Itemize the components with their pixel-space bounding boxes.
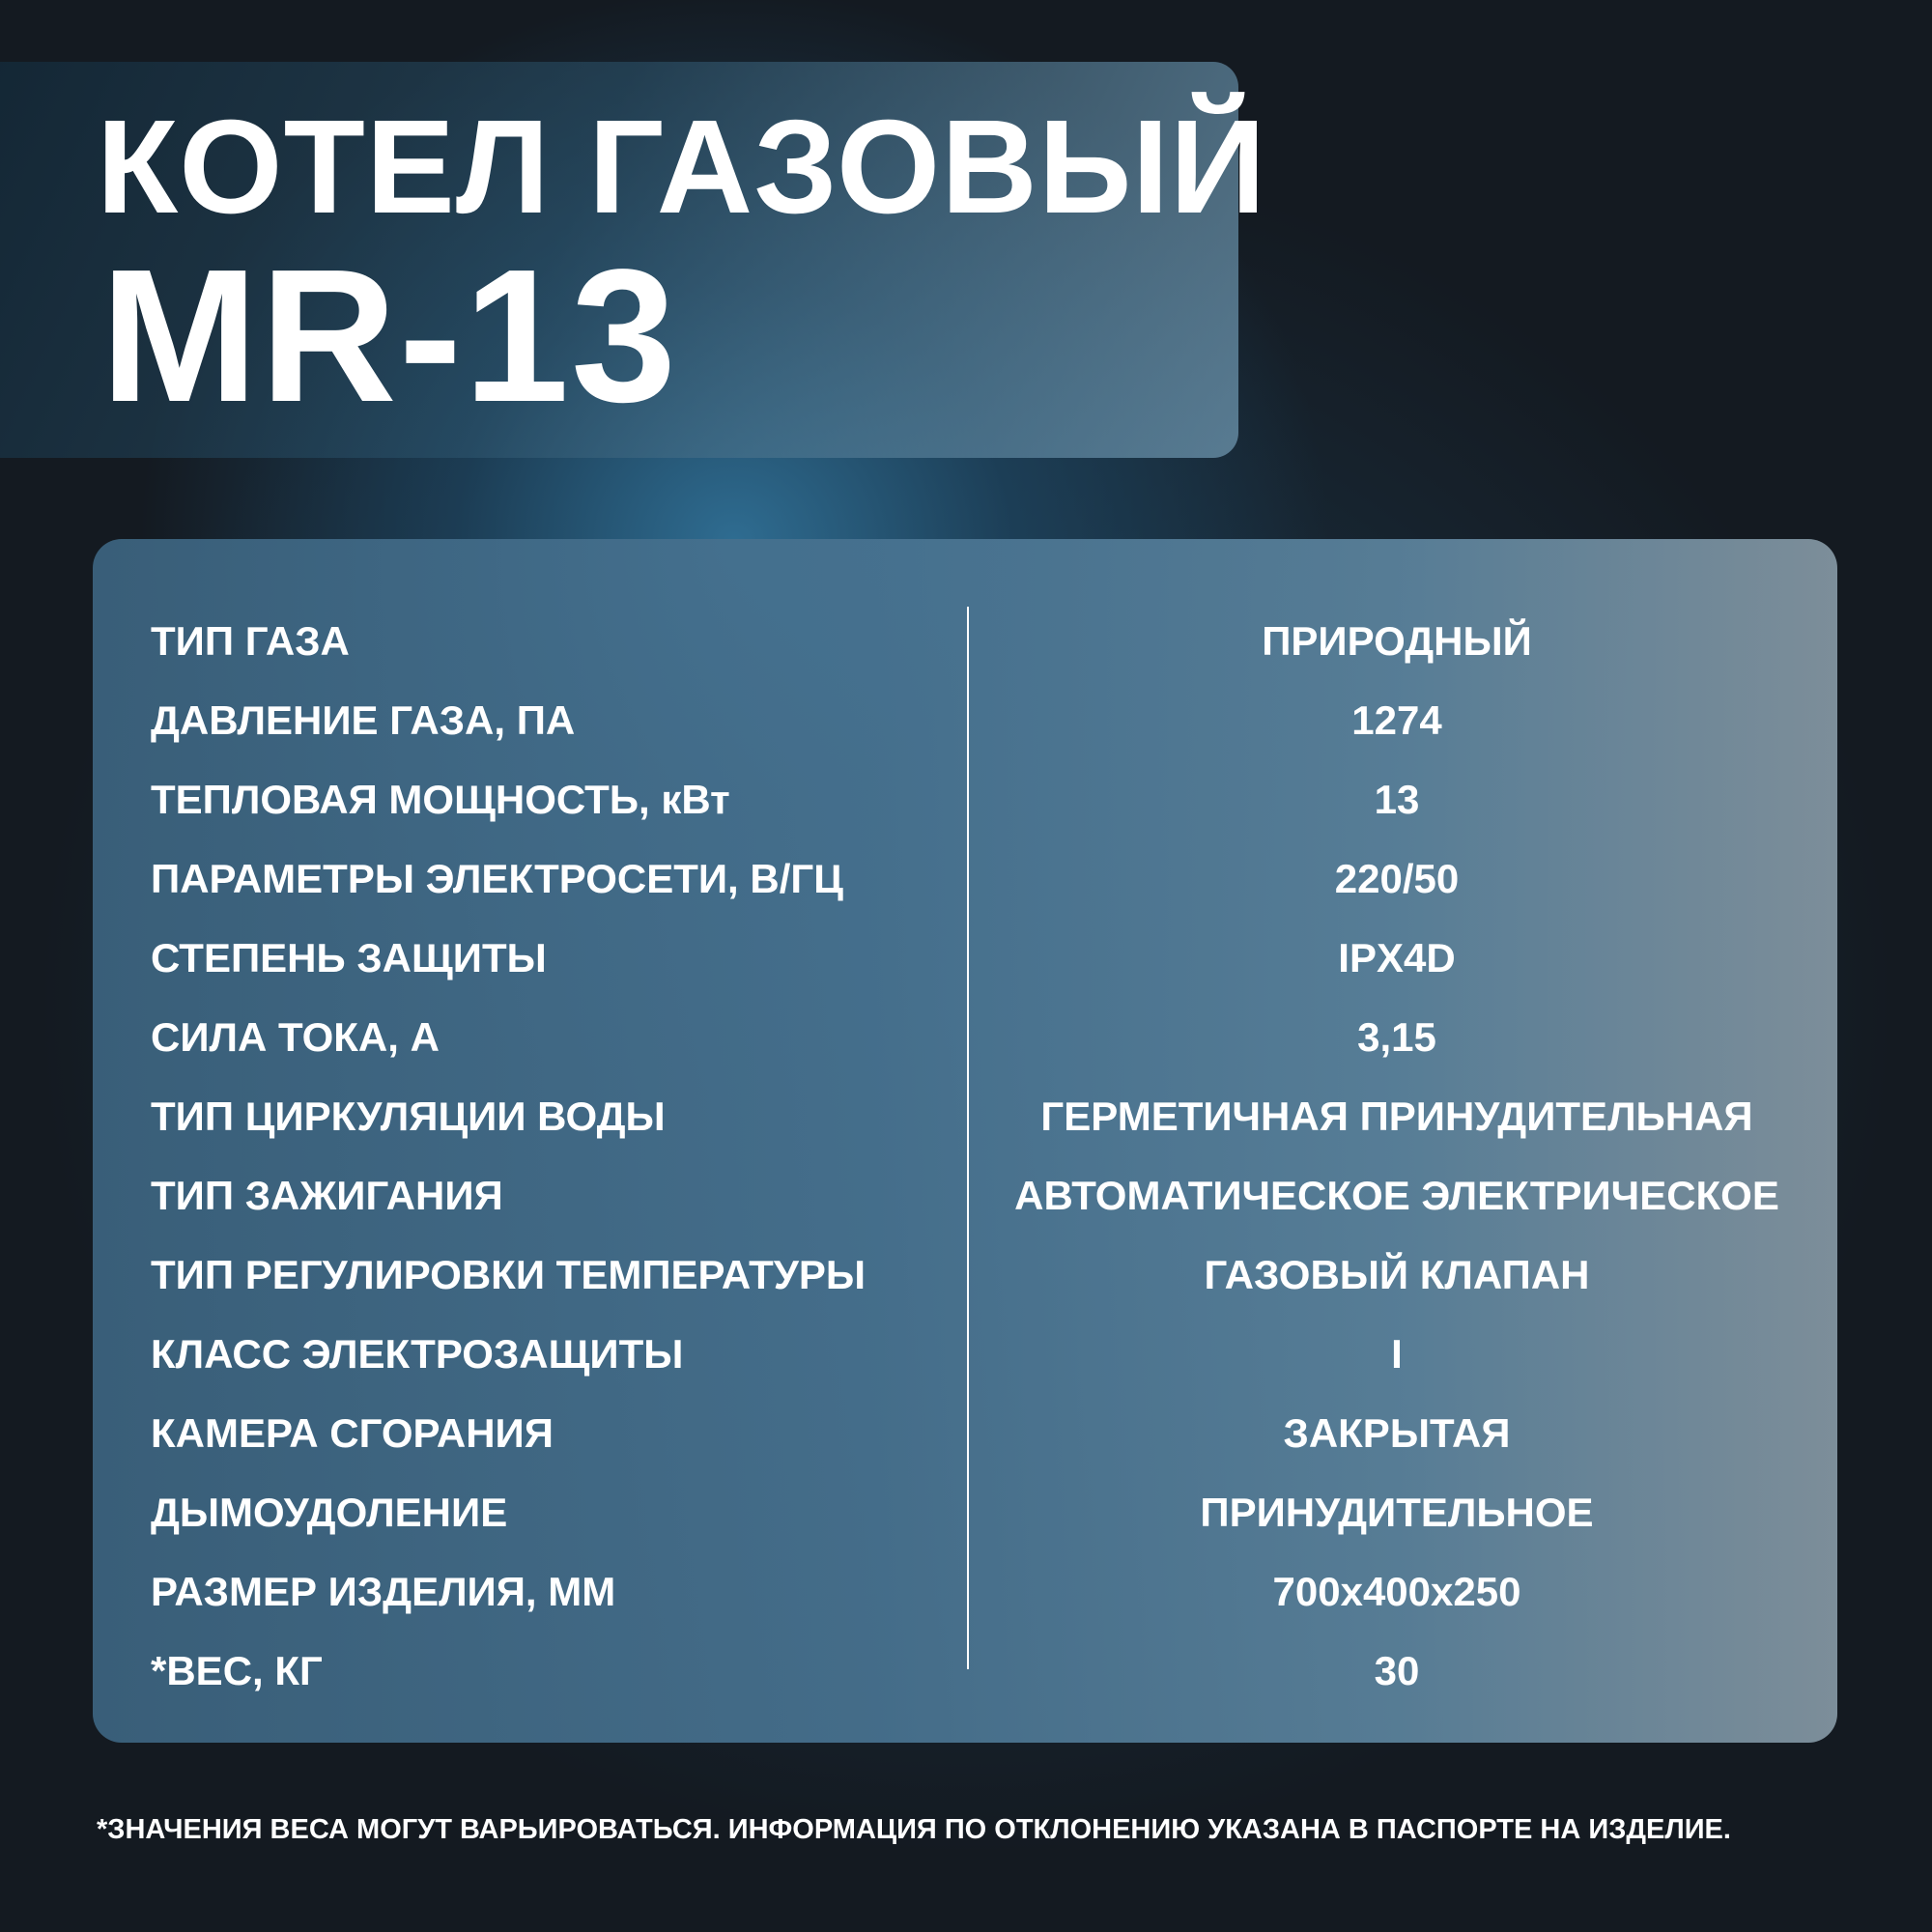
spec-row	[93, 771, 1837, 829]
spec-row	[93, 1325, 1837, 1383]
product-model: MR-13	[100, 230, 679, 441]
spec-row	[93, 692, 1837, 750]
spec-label: *ВЕС, КГ	[151, 1648, 323, 1693]
spec-row	[93, 1642, 1837, 1700]
spec-row	[93, 612, 1837, 670]
spec-label: СТЕПЕНЬ ЗАЩИТЫ	[151, 935, 547, 980]
spec-row	[93, 1405, 1837, 1463]
spec-row	[93, 1246, 1837, 1304]
spec-label: РАЗМЕР ИЗДЕЛИЯ, ММ	[151, 1569, 616, 1614]
spec-label: КЛАСС ЭЛЕКТРОЗАЩИТЫ	[151, 1331, 684, 1377]
weight-footnote: *ЗНАЧЕНИЯ ВЕСА МОГУТ ВАРЬИРОВАТЬСЯ. ИНФОРМАЦИЯ ПО ОТКЛОНЕНИЮ УКАЗАНА В ПАСПОРТЕ НА ИЗДЕЛИЕ.	[97, 1814, 1731, 1845]
spec-row	[93, 1009, 1837, 1066]
spec-label: ТИП ГАЗА	[151, 618, 350, 664]
spec-label: ТИП ЗАЖИГАНИЯ	[151, 1173, 503, 1218]
spec-value: IPX4D	[1338, 935, 1456, 980]
spec-label: ДЫМОУДОЛЕНИЕ	[151, 1490, 508, 1535]
spec-value: ГЕРМЕТИЧНАЯ ПРИНУДИТЕЛЬНАЯ	[1040, 1094, 1753, 1139]
spec-value: ЗАКРЫТАЯ	[1283, 1410, 1511, 1456]
spec-value: ПРИРОДНЫЙ	[1262, 618, 1532, 664]
spec-row	[93, 850, 1837, 908]
spec-row	[93, 1484, 1837, 1542]
spec-label: ТИП ЦИРКУЛЯЦИИ ВОДЫ	[151, 1094, 666, 1139]
spec-value: 1274	[1351, 697, 1442, 743]
spec-label: ПАРАМЕТРЫ ЭЛЕКТРОСЕТИ, В/ГЦ	[151, 856, 843, 901]
spec-label: ТИП РЕГУЛИРОВКИ ТЕМПЕРАТУРЫ	[151, 1252, 867, 1297]
spec-label: ДАВЛЕНИЕ ГАЗА, ПА	[151, 697, 576, 743]
spec-value: 3,15	[1357, 1014, 1436, 1060]
spec-value: 30	[1374, 1648, 1420, 1693]
spec-value: ГАЗОВЫЙ КЛАПАН	[1204, 1252, 1590, 1297]
spec-value: 220/50	[1334, 856, 1460, 901]
spec-value: 700х400х250	[1272, 1569, 1521, 1614]
product-title: КОТЕЛ ГАЗОВЫЙ	[97, 93, 1267, 242]
spec-row	[93, 1167, 1837, 1225]
spec-label: ТЕПЛОВАЯ МОЩНОСТЬ, кВт	[151, 777, 730, 822]
spec-value: АВТОМАТИЧЕСКОЕ ЭЛЕКТРИЧЕСКОЕ	[1014, 1173, 1779, 1218]
spec-label: КАМЕРА СГОРАНИЯ	[151, 1410, 554, 1456]
spec-row	[93, 1088, 1837, 1146]
spec-value: 13	[1374, 777, 1420, 822]
spec-label: СИЛА ТОКА, А	[151, 1014, 440, 1060]
spec-row	[93, 1563, 1837, 1621]
specs-table	[93, 539, 1837, 1743]
spec-value: I	[1391, 1331, 1403, 1377]
spec-value: ПРИНУДИТЕЛЬНОЕ	[1200, 1490, 1594, 1535]
spec-row	[93, 929, 1837, 987]
